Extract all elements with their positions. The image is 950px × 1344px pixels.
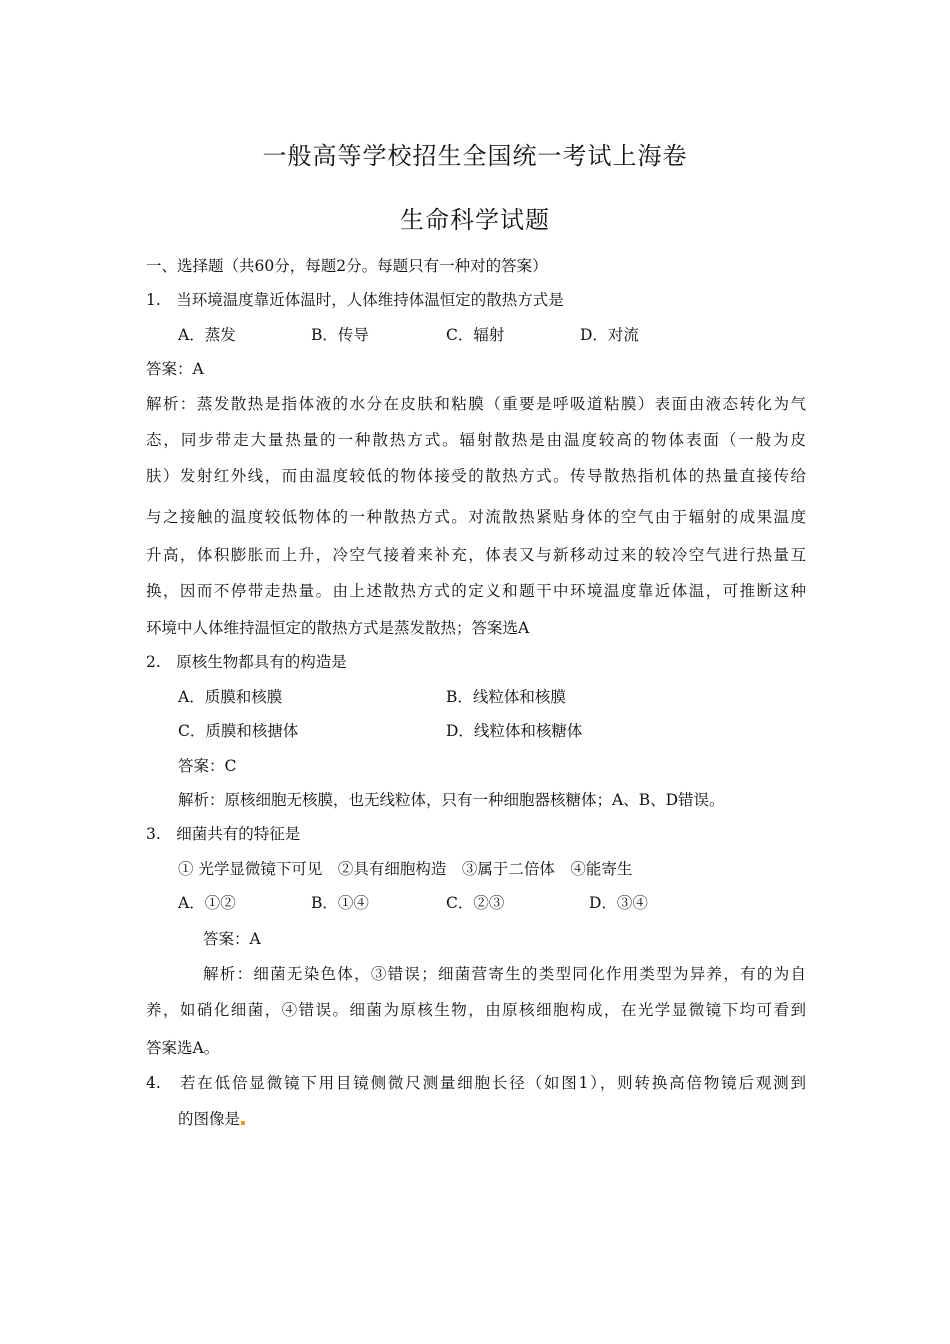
q1-analysis-line: 升高，体积膨胀而上升，冷空气接着来补充，体表又与新移动过来的较冷空气进行热量互 (146, 546, 806, 564)
q1-stem: 1. 当环境温度靠近体温时，人体维持体温恒定的散热方式是 (146, 291, 564, 309)
q3-option-a: A．①② (178, 894, 236, 912)
q2-stem: 2. 原核生物都具有的构造是 (146, 653, 347, 671)
q1-analysis-line: 环境中人体维持温恒定的散热方式是蒸发散热；答案选A (146, 619, 530, 637)
q2-analysis: 解析：原核细胞无核膜，也无线粒体，只有一种细胞器核糖体；A、B、D错误。 (178, 791, 725, 809)
q1-analysis-line: 态，同步带走大量热量的一种散热方式。辐射散热是由温度较高的物体表面（一般为皮 (146, 431, 806, 449)
q4-stem-line (178, 1109, 245, 1129)
q1-option-a: A．蒸发 (178, 326, 236, 344)
q4-stem-text: 的图像是 (178, 1110, 241, 1128)
q3-option-b: B．①④ (311, 894, 369, 912)
q2-option-d: D．线粒体和核糖体 (446, 722, 583, 740)
q1-answer: 答案：A (146, 360, 204, 378)
q1-option-d: D．对流 (580, 326, 639, 344)
q1-option-b: B．传导 (311, 326, 369, 344)
q2-option-b: B．线粒体和核膜 (446, 688, 566, 706)
q1-analysis-line: 解析：蒸发散热是指体液的水分在皮肤和粘膜（重要是呼吸道粘膜）表面由液态转化为气 (146, 395, 806, 413)
q1-analysis-line: 肤）发射红外线，而由温度较低的物体接受的散热方式。传导散热指机体的热量直接传给 (146, 467, 806, 485)
q2-option-c: C．质膜和核搪体 (178, 722, 299, 740)
document-subtitle: 生命科学试题 (400, 206, 550, 234)
q3-stem: 3. 细菌共有的特征是 (146, 825, 301, 843)
q1-option-c: C．辐射 (446, 326, 505, 344)
q3-answer: 答案：A (203, 930, 261, 948)
section-heading: 一、选择题（共60分，每题2分。每题只有一种对的答案） (146, 257, 548, 275)
q3-analysis-line: 答案选A。 (146, 1039, 220, 1057)
q2-answer: 答案：C (178, 757, 237, 775)
q1-analysis-line: 与之接触的温度较低物体的一种散热方式。对流散热紧贴身体的空气由于辐射的成果温度 (146, 508, 806, 526)
text-cursor-mark (241, 1121, 245, 1125)
q3-statements: ① 光学显微镜下可见 ②具有细胞构造 ③属于二倍体 ④能寄生 (178, 860, 633, 878)
q3-analysis-line: 养，如硝化细菌，④错误。细菌为原核生物，由原核细胞构成，在光学显微镜下均可看到 (146, 1001, 806, 1019)
q1-analysis-line: 换，因而不停带走热量。由上述散热方式的定义和题干中环境温度靠近体温，可推断这种 (146, 582, 806, 600)
q4-stem-line: 4. 若在低倍显微镜下用目镜侧微尺测量细胞长径（如图1），则转换高倍物镜后观测到 (146, 1074, 806, 1092)
q2-option-a: A．质膜和核膜 (178, 688, 283, 706)
q3-option-d: D．③④ (589, 894, 648, 912)
document-title: 一般高等学校招生全国统一考试上海卷 (262, 142, 688, 170)
q3-analysis-line: 解析：细菌无染色体，③错误；细菌营寄生的类型同化作用类型为异养，有的为自 (203, 965, 806, 983)
q3-option-c: C．②③ (446, 894, 505, 912)
